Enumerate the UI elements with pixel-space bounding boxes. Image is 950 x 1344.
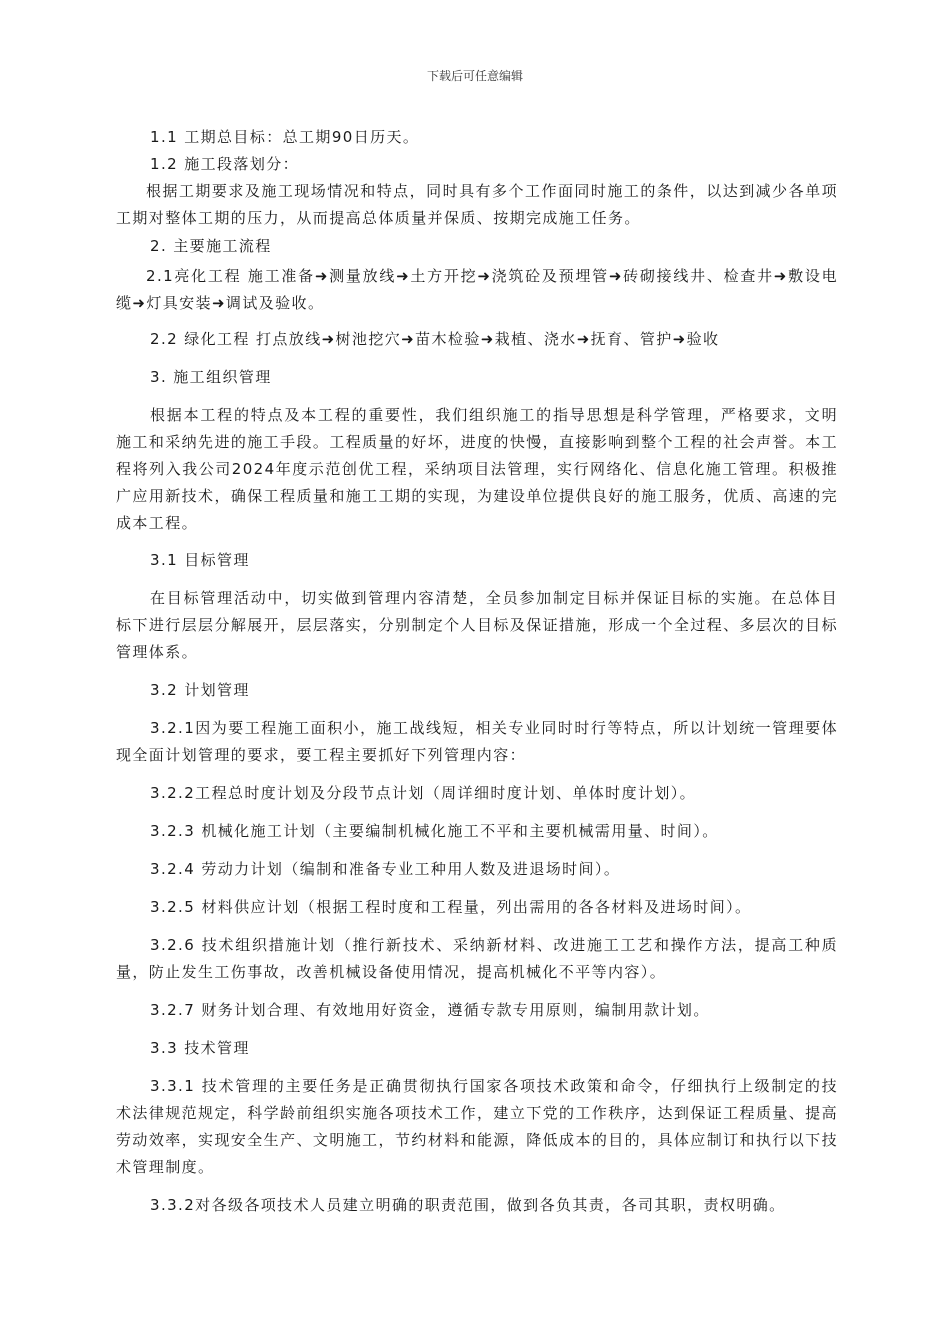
heading-3: 3. 施工组织管理 xyxy=(150,368,272,386)
paragraph-2-1: 2.1亮化工程 施工准备➜测量放线➜土方开挖➜浇筑砼及预埋管➜砖砌接线井、检查井➜敷设电缆➜灯具安装➜调试及验收。 xyxy=(116,267,838,312)
document-body xyxy=(116,122,838,1219)
paragraph-1-2-body: 根据工期要求及施工现场情况和特点，同时具有多个工作面同时施工的条件，以达到减少各单项工期对整体工期的压力，从而提高总体质量并保质、按期完成施工任务。 xyxy=(116,182,838,227)
paragraph-3-2-7: 3.2.7 财务计划合理、有效地用好资金，遵循专款专用原则，编制用款计划。 xyxy=(150,1001,710,1019)
paragraph-3-2-3: 3.2.3 机械化施工计划（主要编制机械化施工不平和主要机械需用量、时间）。 xyxy=(150,822,719,840)
paragraph-3-2-2: 3.2.2工程总时度计划及分段节点计划（周详细时度计划、单体时度计划）。 xyxy=(150,784,697,802)
paragraph-1-1: 1.1 工期总目标：总工期90日历天。 xyxy=(150,128,420,146)
heading-3-1: 3.1 目标管理 xyxy=(150,551,250,569)
paragraph-1-2: 1.2 施工段落划分： xyxy=(150,155,300,173)
heading-3-2: 3.2 计划管理 xyxy=(150,681,250,699)
paragraph-3-2-6: 3.2.6 技术组织措施计划（推行新技术、采纳新材料、改进施工工艺和操作方法，提高工种质量，防止发生工伤事故，改善机械设备使用情况，提高机械化不平等内容）。 xyxy=(116,936,838,981)
page-header: 下载后可任意编辑 xyxy=(426,69,523,83)
paragraph-3-2-1: 3.2.1因为要工程施工面积小，施工战线短，相关专业同时时行等特点，所以计划统一管理要体现全面计划管理的要求，要工程主要抓好下列管理内容： xyxy=(116,719,838,764)
paragraph-3-body: 根据本工程的特点及本工程的重要性，我们组织施工的指导思想是科学管理，严格要求，文明施工和采纳先进的施工手段。工程质量的好坏，进度的快慢，直接影响到整个工程的社会声誉。本工程将列入我公司2024年度示范创优工程，采纳项目法管理，实行网络化、信息化施工管理。积极推广应用新技术，确保工程质量和施工工期的实现，为建设单位提供良好的施工服务，优质、高速的完成本工程。 xyxy=(116,406,838,532)
paragraph-3-3-2: 3.3.2对各级各项技术人员建立明确的职责范围，做到各负其责，各司其职，责权明确。 xyxy=(150,1196,786,1214)
paragraph-3-2-5: 3.2.5 材料供应计划（根据工程时度和工程量，列出需用的各各材料及进场时间）。 xyxy=(150,898,752,916)
heading-3-3: 3.3 技术管理 xyxy=(150,1039,250,1057)
paragraph-3-1-body: 在目标管理活动中，切实做到管理内容清楚，全员参加制定目标并保证目标的实施。在总体目标下进行层层分解展开，层层落实，分别制定个人目标及保证措施，形成一个全过程、多层次的目标管理体系。 xyxy=(116,589,838,661)
paragraph-3-3-1: 3.3.1 技术管理的主要任务是正确贯彻执行国家各项技术政策和命令，仔细执行上级制定的技术法律规范规定，科学龄前组织实施各项技术工作，建立下党的工作秩序，达到保证工程质量、提高劳动效率，实现安全生产、文明施工，节约材料和能源，降低成本的目的，具体应制订和执行以下技术管理制度。 xyxy=(116,1077,838,1176)
paragraph-2-2: 2.2 绿化工程 打点放线➜树池挖穴➜苗木检验➜栽植、浇水➜抚育、管护➜验收 xyxy=(150,330,720,348)
heading-2: 2. 主要施工流程 xyxy=(150,237,272,255)
paragraph-3-2-4: 3.2.4 劳动力计划（编制和准备专业工种用人数及进退场时间）。 xyxy=(150,860,621,878)
